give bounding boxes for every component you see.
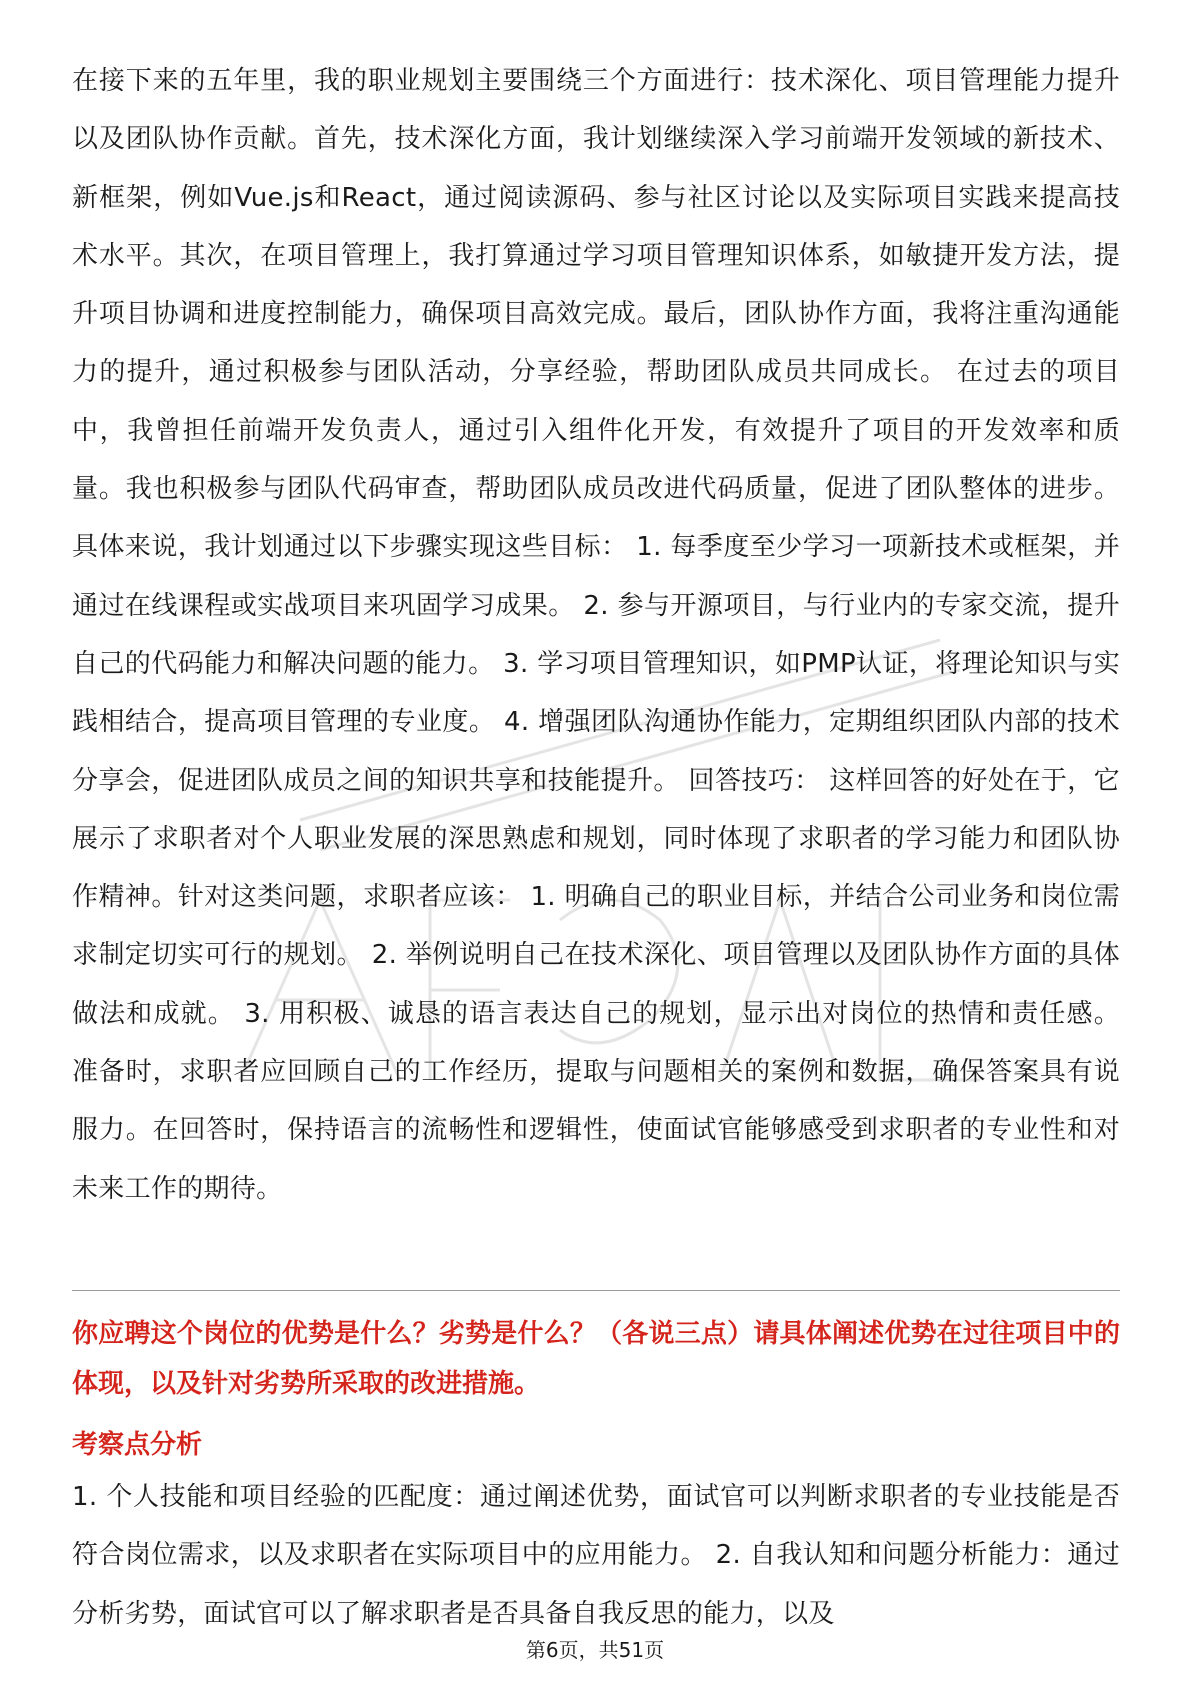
analysis-heading: 考察点分析 bbox=[72, 1430, 203, 1460]
answer-paragraph: 在接下来的五年里，我的职业规划主要围绕三个方面进行：技术深化、项目管理能力提升以及团队协作贡献。首先，技术深化方面，我计划继续深入学习前端开发领域的新技术、新框架，例如Vue.js和React，通过阅读源码、参与社区讨论以及实际项目实践来提高技术水平。其次，在项目管理上，我打算通过学习项目管理知识体系，如敏捷开发方法，提升项目协调和进度控制能力，确保项目高效完成。最后，团队协作方面，我将注重沟通能力的提升，通过积极参与团队活动，分享经验，帮助团队成员共同成长。 在过去的项目中，我曾担任前端开发负责人，通过引入组件化开发，有效提升了项目的开发效率和质量。我也积极参与团队代码审查，帮助团队成员改进代码质量，促进了团队整体的进步。 具体来说，我计划通过以下步骤实现这些目标： 1. 每季度至少学习一项新技术或框架，并通过在线课程或实战项目来巩固学习成果。 2. 参与开源项目，与行业内的专家交流，提升自己的代码能力和解决问题的能力。 3. 学习项目管理知识，如PMP认证，将理论知识与实践相结合，提高项目管理的专业度。 4. 增强团队沟通协作能力，定期组织团队内部的技术分享会，促进团队成员之间的知识共享和技能提升。 回答技巧： 这样回答的好处在于，它展示了求职者对个人职业发展的深思熟虑和规划，同时体现了求职者的学习能力和团队协作精神。针对这类问题，求职者应该： 1. 明确自己的职业目标，并结合公司业务和岗位需求制定切实可行的规划。 2. 举例说明自己在技术深化、项目管理以及团队协作方面的具体做法和成就。 3. 用积极、诚恳的语言表达自己的规划，显示出对岗位的热情和责任感。 准备时，求职者应回顾自己的工作经历，提取与问题相关的案例和数据，确保答案具有说服力。在回答时，保持语言的流畅性和逻辑性，使面试官能够感受到求职者的专业性和对未来工作的期待。 bbox=[72, 66, 1120, 1204]
interview-question: 你应聘这个岗位的优势是什么？劣势是什么？（各说三点）请具体阐述优势在过往项目中的体现，以及针对劣势所采取的改进措施。 bbox=[72, 1319, 1120, 1399]
section-divider bbox=[72, 1290, 1120, 1291]
page-number: 第6页，共51页 bbox=[525, 1638, 665, 1662]
analysis-paragraph: 1. 个人技能和项目经验的匹配度：通过阐述优势，面试官可以判断求职者的专业技能是否符合岗位需求，以及求职者在实际项目中的应用能力。 2. 自我认知和问题分析能力：通过分析劣势，面试官可以了解求职者是否具备自我反思的能力，以及 bbox=[72, 1482, 1120, 1629]
